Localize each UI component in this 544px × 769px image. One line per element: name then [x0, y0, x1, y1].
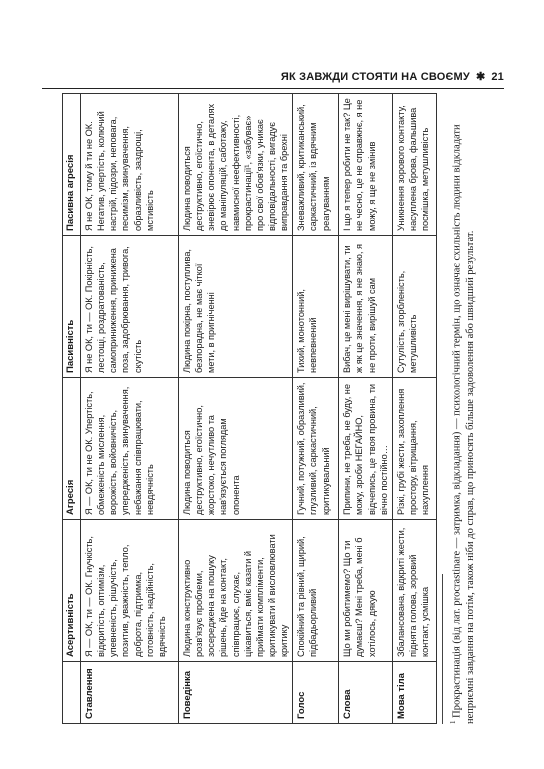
- footnote-marker: 1: [449, 720, 457, 724]
- running-header: [281, 70, 504, 83]
- table-cell: Тихий, монотонний, невпевнений: [293, 236, 339, 378]
- header-rule: [42, 88, 504, 89]
- table-cell: Людина поводиться деструктивно, егоїстично, жорстоко, нечутливо та нав'язується поглядам опонента: [179, 378, 293, 520]
- column-header: Пасивна агресія: [63, 94, 81, 236]
- table-cell: Людина конструктивно розв'язує проблеми, зосереджена на пошуку рішень, йде на контакт, співпрацює, слухає, цікавиться, вміє казати й приймати компліменти, критикувати й висловлювати критику: [179, 520, 293, 662]
- footnote-text: Прокрастинація (від лат. procrastinare — затримка, відкладання) — психологічний термін, що означає схильність людини відкладати неприємні завдання на потім, також ніби до справ, що приносять більше задоволення або швидший результат.: [451, 124, 477, 724]
- table-cell: Людина покірна, поступлива, безпорадна, не має чіткої мети, в пригніченні: [179, 236, 293, 378]
- table-row: [293, 94, 339, 724]
- table-cell: Я не ОК, тому й ти не ОК. Негатив, упертість, колючий настрій, підозри, неповага, песимізм, звинувачення, образливість, заздрощі, мстивість: [81, 94, 179, 236]
- star-separator-icon: ✱: [475, 71, 486, 83]
- column-header: [63, 662, 81, 724]
- table-cell: Збалансована, відкриті жести, піднята голова, зоровий контакт, усмішка: [392, 520, 436, 662]
- row-header: Мова тіла: [392, 662, 436, 724]
- table-cell: Що ми робитимемо? Що ти думаєш? Мені треба, мені б хотілось, дякую: [339, 520, 393, 662]
- table-cell: Різкі, грубі жести, захоплення простору, вітрищання, нахуплення: [392, 378, 436, 520]
- column-header: Агресія: [63, 378, 81, 520]
- table-header-row: [63, 94, 81, 724]
- footnote-area: [436, 94, 506, 724]
- table-cell: Вибач, це мені вирішувати, ти ж як це значення, я не знаю, я не проти, вирішуй сам: [339, 236, 393, 378]
- row-header: Голос: [293, 662, 339, 724]
- table-cell: І що я тепер робити не так? Це не чесно, це не справжнє, я не можу, я ще не змінив: [339, 94, 393, 236]
- row-header: Ставлення: [81, 662, 179, 724]
- table-row: [339, 94, 393, 724]
- footnote: [449, 94, 478, 724]
- table-cell: Я — ОК, ти не ОК. Упертість, обмеженість мислення, ворожість, войовничість, упередженість, звинувачення, небажання співпрацювати, невдячність: [81, 378, 179, 520]
- table-cell: Я — ОК, ти — ОК. Гнучкість, відкритість, оптимізм, упевненість, рішучість, позитив, уважність, тепло, доброта, підтримка, готовність, надійність, вдячність: [81, 520, 179, 662]
- header-title: ЯК ЗАВЖДИ СТОЯТИ НА СВОЄМУ: [280, 70, 470, 83]
- column-header: Асертивність: [63, 520, 81, 662]
- table-cell: Спокійний та рівний, щирий, підбадьорливий: [293, 520, 339, 662]
- row-header: Поведінка: [179, 662, 293, 724]
- comparison-table: [62, 93, 437, 724]
- table-cell: Сутулість, згорбленість, метушливість: [392, 236, 436, 378]
- table-row: [179, 94, 293, 724]
- comparison-table-area: [62, 94, 431, 724]
- column-header: Пасивність: [63, 236, 81, 378]
- table-cell: Уникнення зорового контакту, насуплена брова, фальшива посмішка, метушливість: [392, 94, 436, 236]
- table-cell: Зневажливий, критиканський, саркастичний, із вдячним реагуванням: [293, 94, 339, 236]
- footnote-rule: [442, 574, 443, 724]
- table-cell: Людина поводиться деструктивно, егоїстично, зневірює опонента, в деталях до маніпуляцій, саботажу, навмисної неефективності, прокрастинації¹, «забуває» про свої обов'язки, уникає відповідальності, вигадує виправдання та брехні: [179, 94, 293, 236]
- table-row: [81, 94, 179, 724]
- table-cell: Гучний, потужний, образливий, глузливий, саркастичний, критикувальний: [293, 378, 339, 520]
- table-row: [392, 94, 436, 724]
- table-cell: Припини, не треба, не буду, не можу, зроби НЕГАЙНО, відчепись, це твоя провина, ти вічно постійно…: [339, 378, 393, 520]
- page-number: 21: [491, 70, 504, 83]
- table-cell: Я не ОК, ти — ОК. Покірність, лестощі, роздратованість, самоприниження, принижена поза, задобрювання, тривога, скутість: [81, 236, 179, 378]
- row-header: Слова: [339, 662, 393, 724]
